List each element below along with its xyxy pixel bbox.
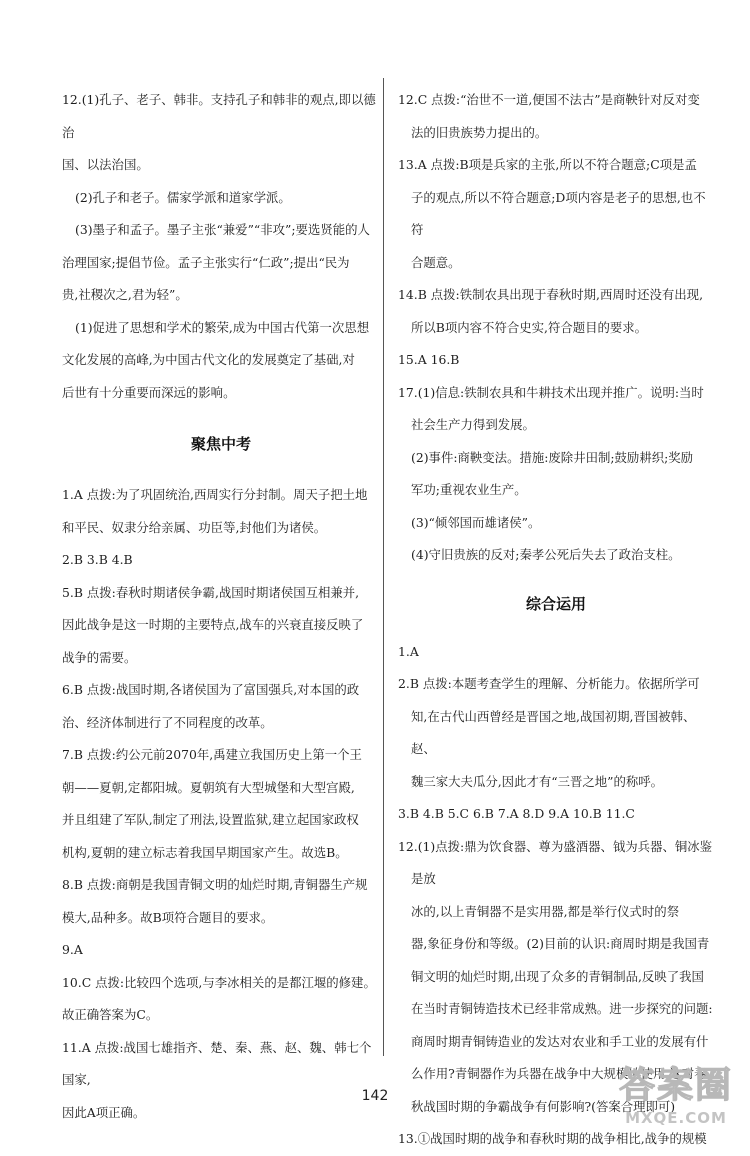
answer-12-part-3: (3)墨子和孟子。墨子主张“兼爱”“非攻”;要选贤能的人 治理国家;提倡节俭。孟子主张实行“仁政”;提出“民为 贵,社稷次之,君为轻”。 bbox=[62, 222, 370, 302]
watermark-main-text: 答案圈 bbox=[618, 1065, 733, 1106]
answer-8: 8.B 点拨:商朝是我国青铜文明的灿烂时期,青铜器生产规 模大,品种多。故B项符合题目的要求。 bbox=[62, 877, 368, 925]
answers-2-4: 2.B 3.B 4.B bbox=[62, 552, 133, 567]
left-column bbox=[62, 84, 380, 1129]
page-number: 142 bbox=[361, 1088, 389, 1104]
answer-12: 12.C 点拨:“治世不一道,便国不法古”是商鞅针对反对变 法的旧贵族势力提出的。 bbox=[398, 92, 700, 140]
answer-12-part-2: (2)孔子和老子。儒家学派和道家学派。 bbox=[75, 189, 291, 205]
answers-3-11: 3.B 4.B 5.C 6.B 7.A 8.D 9.A 10.B 11.C bbox=[398, 806, 635, 821]
right-column bbox=[398, 84, 714, 1156]
answer-14: 14.B 点拨:铁制农具出现于春秋时期,西周时还没有出现, 所以B项内容不符合史实,符合题目的要求。 bbox=[398, 287, 704, 335]
answer-9: 9.A bbox=[62, 942, 83, 957]
answer-1: 1.A bbox=[398, 643, 419, 659]
answer-10: 10.C 点拨:比较四个选项,与李冰相关的是都江堰的修建。 故正确答案为C。 bbox=[62, 974, 376, 1022]
answer-6: 6.B 点拨:战国时期,各诸侯国为了富国强兵,对本国的政 治、经济体制进行了不同程度的改革。 bbox=[62, 682, 360, 730]
answer-11: 11.A 点拨:战国七雄指齐、楚、秦、燕、赵、魏、韩七个国家, 因此A项正确。 bbox=[62, 1039, 372, 1120]
watermark-logo bbox=[606, 1064, 746, 1128]
answer-12: 12.(1)孔子、老子、韩非。支持孔子和韩非的观点,即以德治 国、以法治国。 bbox=[62, 92, 376, 172]
answer-17: 17.(1)信息:铁制农具和牛耕技术出现并推广。说明:当时 社会生产力得到发展。 bbox=[398, 384, 704, 432]
answer-17-part-3: (3)“倾邻国而雄诸侯”。 bbox=[411, 514, 541, 530]
answer-2: 2.B 点拨:本题考查学生的理解、分析能力。依据所学可 知,在古代山西曾经是晋国之地,战国初期,晋国被韩、赵、 魏三家大夫瓜分,因此才有“三晋之地”的称呼。 bbox=[398, 676, 700, 789]
answer-13: 13.①战国时期的战争和春秋时期的战争相比,战争的规模 bbox=[398, 1131, 707, 1146]
answers-15-16: 15.A 16.B bbox=[398, 352, 460, 367]
answer-17-part-2: (2)事件:商鞅变法。措施:废除井田制;鼓励耕织;奖励 军功;重视农业生产。 bbox=[411, 449, 694, 497]
section-heading-comprehensive: 综合运用 bbox=[525, 594, 586, 613]
answer-12: 12.(1)点拨:鼎为饮食器、尊为盛酒器、钺为兵器、铜冰鉴是放 冰的,以上青铜器不是实用器,都是举行仪式时的祭 器,象征身份和等级。(2)目前的认识:商周时期是我国青 铜文明的灿烂时期,出现了众多的青铜制品,反映了我国 在当时青铜铸造技术已经非常成熟。进一步探究的问题: 商周时期青铜铸造业的发达对农业和手工业的发展有什 么作用?青铜器作为兵器在战争中大规模地使用,这对春 秋战国时期的争霸战争有何影响?(答案合理即可) bbox=[398, 838, 713, 1114]
answer-12-part-4: (1)促进了思想和学术的繁荣,成为中国古代第一次思想 文化发展的高峰,为中国古代文化的发展奠定了基础,对 后世有十分重要而深远的影响。 bbox=[62, 319, 370, 400]
section-heading-focus-exam: 聚焦中考 bbox=[190, 435, 251, 453]
watermark-url-text: MXQE.COM bbox=[625, 1109, 727, 1127]
answer-17-part-4: (4)守旧贵族的反对;秦孝公死后失去了政治支柱。 bbox=[411, 547, 681, 562]
answer-5: 5.B 点拨:春秋时期诸侯争霸,战国时期诸侯国互相兼并, 因此战争是这一时期的主要特点,战车的兴衰直接反映了 战争的需要。 bbox=[62, 584, 364, 665]
answer-13: 13.A 点拨:B项是兵家的主张,所以不符合题意;C项是孟 子的观点,所以不符合题意;D项内容是老子的思想,也不符 合题意。 bbox=[398, 157, 706, 270]
column-divider bbox=[383, 78, 384, 1056]
answer-7: 7.B 点拨:约公元前2070年,禹建立我国历史上第一个王 朝——夏朝,定都阳城。夏朝筑有大型城堡和大型宫殿, 并且组建了军队,制定了刑法,设置监狱,建立起国家政权 机构,夏朝的建立标志着我国早期国家产生。故选B。 bbox=[62, 747, 362, 860]
answer-1: 1.A 点拨:为了巩固统治,西周实行分封制。周天子把土地 和平民、奴隶分给亲属、功臣等,封他们为诸侯。 bbox=[62, 487, 368, 535]
